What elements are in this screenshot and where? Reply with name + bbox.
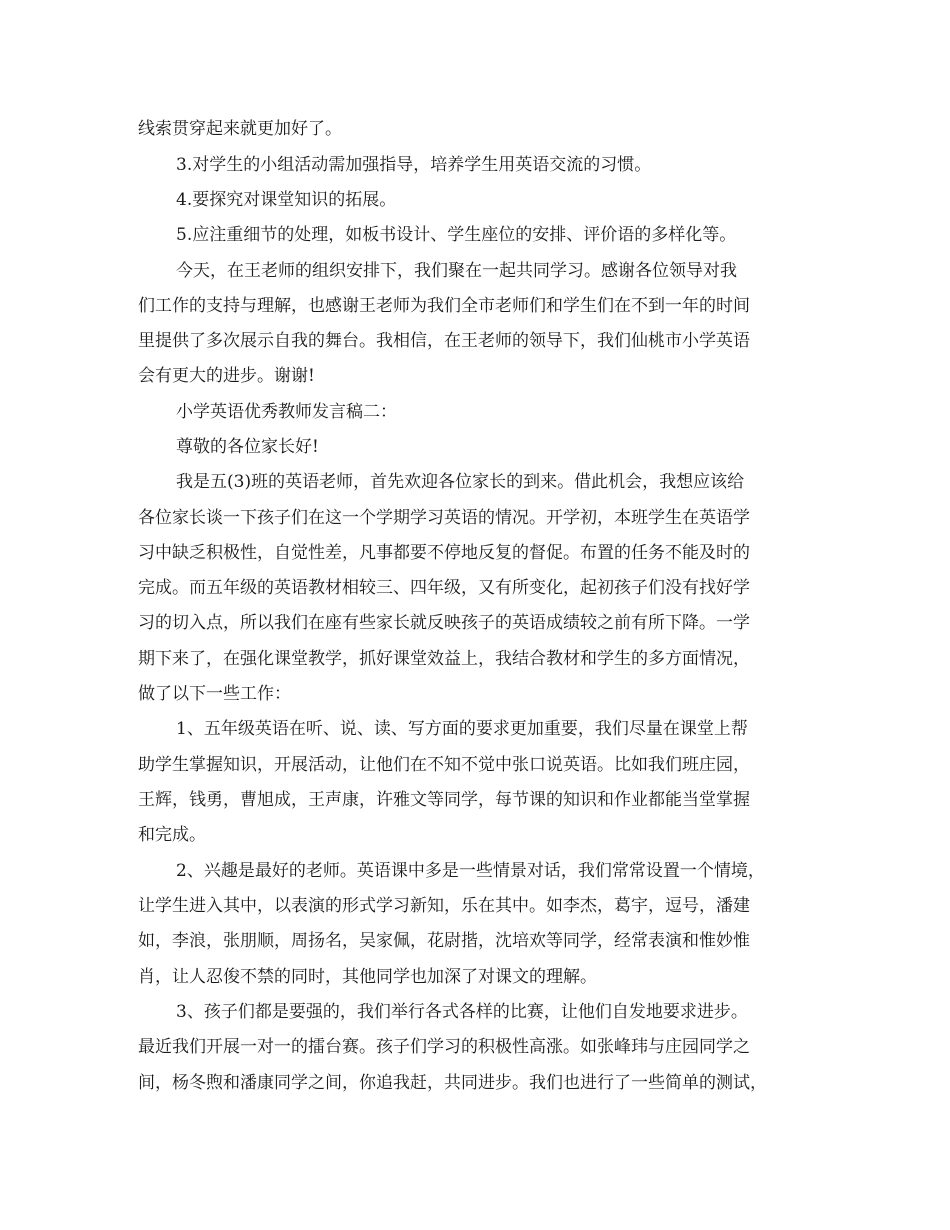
text-line: 3.对学生的小组活动需加强指导，培养学生用英语交流的习惯。 <box>176 155 652 175</box>
text-line: 期下来了，在强化课堂教学，抓好课堂效益上，我结合教材和学生的多方面情况， <box>138 649 750 669</box>
salutation: 尊敬的各位家长好! <box>176 437 319 457</box>
text-line: 会有更大的进步。谢谢! <box>138 366 315 386</box>
text-line: 王辉，钱勇，曹旭成，王声康，许雅文等同学，每节课的知识和作业都能当堂掌握 <box>138 790 750 810</box>
text-line: 习的切入点，所以我们在座有些家长就反映孩子的英语成绩较之前有所下降。一学 <box>138 613 750 633</box>
text-line: 里提供了多次展示自我的舞台。我相信，在王老师的领导下，我们仙桃市小学英语 <box>138 331 750 351</box>
text-line: 肖，让人忍俊不禁的同时，其他同学也加深了对课文的理解。 <box>138 967 597 987</box>
text-line: 和完成。 <box>138 825 206 845</box>
text-line: 最近我们开展一对一的擂台赛。孩子们学习的积极性高涨。如张峰玮与庄园同学之 <box>138 1037 750 1057</box>
text-line: 完成。而五年级的英语教材相较三、四年级，又有所变化，起初孩子们没有找好学 <box>138 578 750 598</box>
text-line: 助学生掌握知识，开展活动，让他们在不知不觉中张口说英语。比如我们班庄园， <box>138 755 750 775</box>
text-line: 1、五年级英语在听、说、读、写方面的要求更加重要，我们尽量在课堂上帮 <box>176 719 748 739</box>
section-heading: 小学英语优秀教师发言稿二： <box>176 402 397 422</box>
text-line: 各位家长谈一下孩子们在这一个学期学习英语的情况。开学初，本班学生在英语学 <box>138 508 750 528</box>
text-line: 今天，在王老师的组织安排下，我们聚在一起共同学习。感谢各位领导对我 <box>176 261 737 281</box>
text-line: 线索贯穿起来就更加好了。 <box>138 119 342 139</box>
text-line: 们工作的支持与理解，也感谢王老师为我们全市老师们和学生们在不到一年的时间 <box>138 296 750 316</box>
text-line: 3、孩子们都是要强的，我们举行各式各样的比赛，让他们自发地要求进步。 <box>176 1002 748 1022</box>
text-line: 2、兴趣是最好的老师。英语课中多是一些情景对话，我们常常设置一个情境， <box>176 861 765 881</box>
text-line: 习中缺乏积极性，自觉性差，凡事都要不停地反复的督促。布置的任务不能及时的 <box>138 543 750 563</box>
text-line: 5.应注重细节的处理，如板书设计、学生座位的安排、评价语的多样化等。 <box>176 225 737 245</box>
text-line: 如，李浪，张朋顺，周扬名，吴家佩，花尉揩，沈培欢等同学，经常表演和惟妙惟 <box>138 931 750 951</box>
text-line: 4.要探究对课堂知识的拓展。 <box>176 190 397 210</box>
text-line: 间，杨冬煦和潘康同学之间，你追我赶，共同进步。我们也进行了一些简单的测试， <box>138 1073 767 1093</box>
text-line: 让学生进入其中，以表演的形式学习新知，乐在其中。如李杰，葛宇，逗号，潘建 <box>138 896 750 916</box>
text-line: 我是五(3)班的英语老师，首先欢迎各位家长的到来。借此机会，我想应该给 <box>176 472 745 492</box>
text-line: 做了以下一些工作： <box>138 684 291 704</box>
